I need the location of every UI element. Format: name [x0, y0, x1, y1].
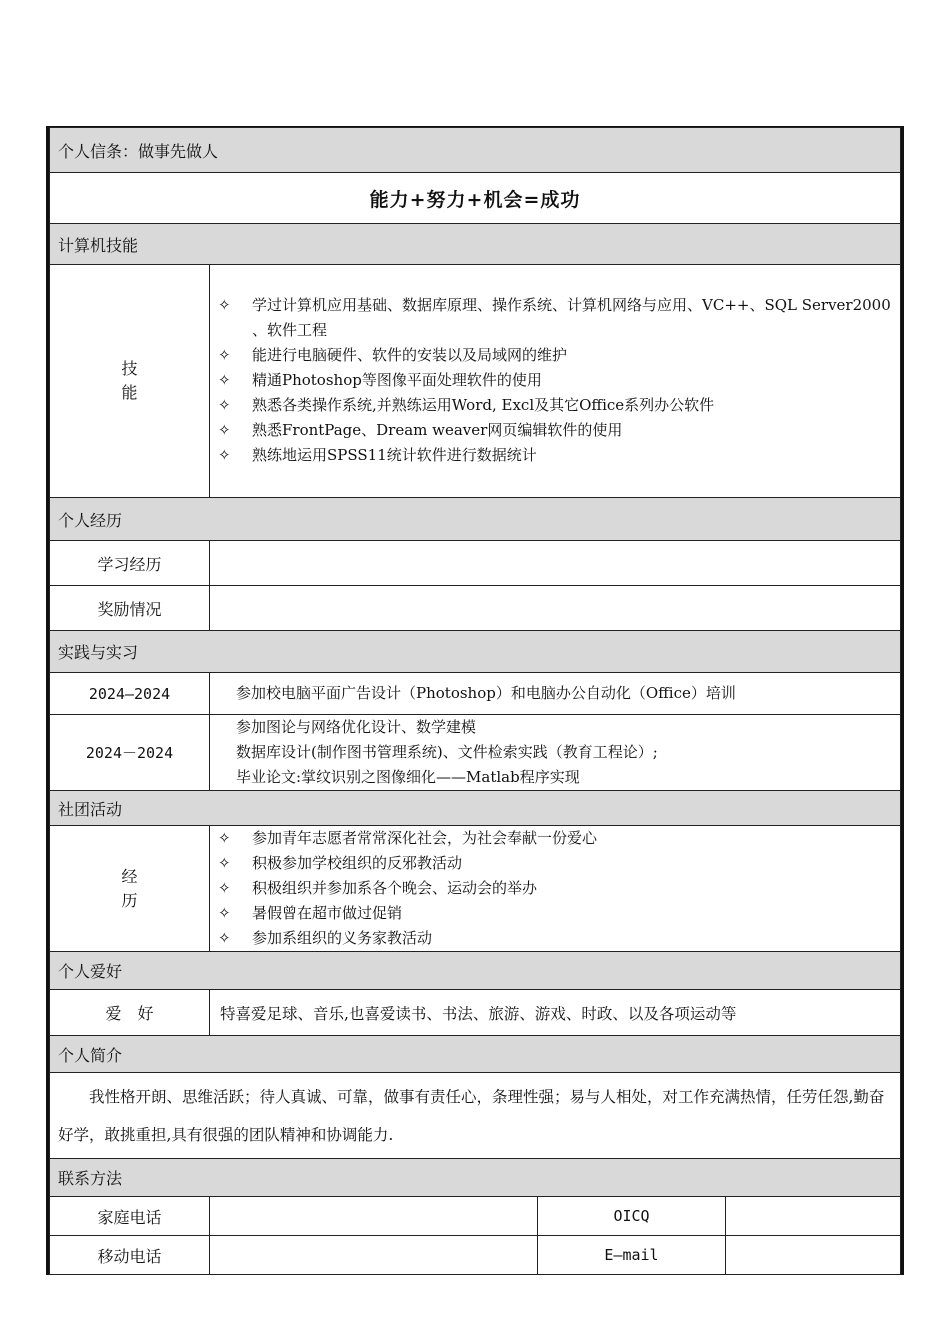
list-item: [218, 293, 900, 343]
list-item: [218, 901, 900, 926]
award-value: [210, 586, 901, 631]
diamond-bullet-icon: ✧: [218, 904, 231, 922]
list-item: [218, 393, 900, 418]
hobby-section-title: 个人爱好: [50, 952, 901, 990]
diamond-bullet-icon: ✧: [218, 346, 231, 364]
list-item-text: 精通Photoshop等图像平面处理软件的使用: [252, 371, 542, 389]
list-item-text: 学过计算机应用基础、数据库原理、操作系统、计算机网络与应用、VC++、SQL Server2000 、软件工程: [252, 296, 891, 339]
skills-label-cell: [50, 265, 210, 498]
list-item-text: 熟悉各类操作系统,并熟练运用Word, Excl及其它Office系列办公软件: [252, 396, 715, 414]
skills-label: 技能: [121, 359, 138, 402]
skills-list: [210, 293, 900, 468]
list-item: [218, 443, 900, 468]
list-item-text: 熟练地运用SPSS11统计软件进行数据统计: [252, 446, 537, 464]
list-item: [218, 851, 900, 876]
home-phone-value: [210, 1197, 538, 1236]
practice-period: 2024－2024: [50, 715, 210, 791]
list-item: [218, 418, 900, 443]
intro-text: 我性格开朗、思维活跃；待人真诚、可靠，做事有责任心，条理性强；易与人相处，对工作充满热情，任劳任怨,勤奋好学，敢挑重担,具有很强的团队精神和协调能力.: [50, 1073, 901, 1159]
diamond-bullet-icon: ✧: [218, 446, 231, 464]
clubs-list-cell: [210, 826, 901, 952]
contact-section-title: 联系方法: [50, 1159, 901, 1197]
hobby-text: 特喜爱足球、音乐,也喜爱读书、书法、旅游、游戏、时政、以及各项运动等: [210, 990, 901, 1036]
hobby-label: 爱 好: [50, 990, 210, 1036]
practice-section-title: 实践与实习: [50, 631, 901, 673]
practice-line: 参加图论与网络优化设计、数学建模: [236, 718, 477, 736]
clubs-label: 经历: [121, 866, 138, 910]
list-item: [218, 343, 900, 368]
list-item-text: 积极组织并参加系各个晚会、运动会的举办: [252, 879, 538, 897]
diamond-bullet-icon: ✧: [218, 829, 231, 847]
practice-line: 数据库设计(制作图书管理系统)、文件检索实践（教育工程论）;: [236, 743, 658, 761]
home-phone-label: 家庭电话: [50, 1197, 210, 1236]
mobile-label: 移动电话: [50, 1236, 210, 1275]
diamond-bullet-icon: ✧: [218, 879, 231, 897]
skills-section-title: 计算机技能: [50, 224, 901, 265]
diamond-bullet-icon: ✧: [218, 296, 231, 314]
oicq-value: [726, 1197, 901, 1236]
study-label: 学习经历: [50, 541, 210, 586]
list-item: [218, 826, 900, 851]
email-label: E—mail: [538, 1236, 726, 1275]
list-item-text: 能进行电脑硬件、软件的安装以及局域网的维护: [252, 346, 568, 364]
practice-line: 参加校电脑平面广告设计（Photoshop）和电脑办公自动化（Office）培训: [236, 684, 736, 702]
motto-text: 能力+努力+机会=成功: [50, 173, 901, 224]
skills-list-cell: [210, 265, 901, 498]
list-item: [218, 926, 900, 951]
list-item: [218, 368, 900, 393]
motto-label: 个人信条：做事先做人: [50, 128, 901, 173]
list-item-text: 熟悉FrontPage、Dream weaver网页编辑软件的使用: [252, 421, 623, 439]
list-item-text: 积极参加学校组织的反邪教活动: [252, 854, 463, 872]
practice-period: 2024—2024: [50, 673, 210, 715]
oicq-label: OICQ: [538, 1197, 726, 1236]
practice-line: 毕业论文:掌纹识别之图像细化——Matlab程序实现: [236, 768, 580, 786]
clubs-section-title: 社团活动: [50, 791, 901, 826]
list-item-text: 参加青年志愿者常常深化社会，为社会奉献一份爱心: [252, 829, 598, 847]
diamond-bullet-icon: ✧: [218, 929, 231, 947]
experience-section-title: 个人经历: [50, 498, 901, 541]
email-value: [726, 1236, 901, 1275]
award-label: 奖励情况: [50, 586, 210, 631]
clubs-list: [210, 826, 900, 951]
diamond-bullet-icon: ✧: [218, 421, 231, 439]
list-item-text: 参加系组织的义务家教活动: [252, 929, 433, 947]
clubs-label-cell: [50, 826, 210, 952]
diamond-bullet-icon: ✧: [218, 854, 231, 872]
diamond-bullet-icon: ✧: [218, 396, 231, 414]
study-value: [210, 541, 901, 586]
practice-detail: [210, 673, 901, 715]
intro-section-title: 个人简介: [50, 1036, 901, 1073]
list-item: [218, 876, 900, 901]
list-item-text: 暑假曾在超市做过促销: [252, 904, 403, 922]
resume-table: [46, 126, 904, 1275]
diamond-bullet-icon: ✧: [218, 371, 231, 389]
practice-detail: [210, 715, 901, 791]
mobile-value: [210, 1236, 538, 1275]
